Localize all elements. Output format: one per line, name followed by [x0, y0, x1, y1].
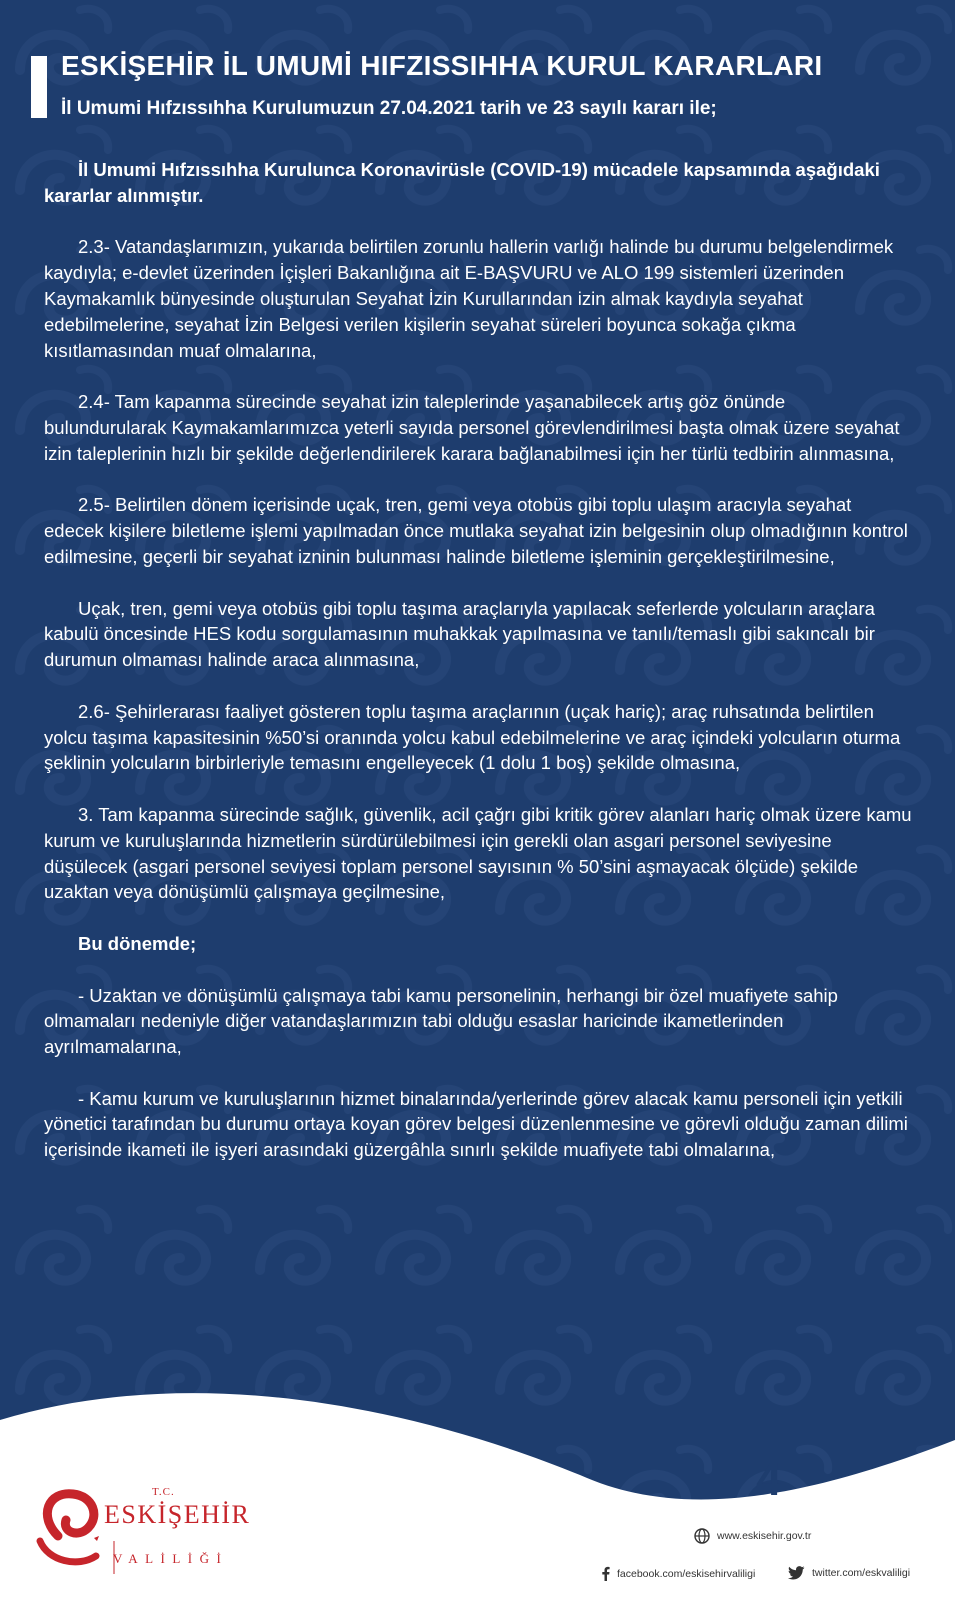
- twitter-link[interactable]: [788, 1566, 910, 1580]
- logo-subtitle: VALİLİĞİ: [113, 1551, 229, 1566]
- logo-tc: T.C.: [152, 1486, 175, 1498]
- page-number: 4: [756, 1453, 782, 1505]
- globe-icon: [694, 1528, 710, 1544]
- twitter-text: twitter.com/eskvaliligi: [812, 1567, 911, 1579]
- page-title: ESKİŞEHİR İL UMUMİ HIFZISSIHHA KURUL KARARLARI: [61, 50, 823, 81]
- list-item: - Kamu kurum ve kuruluşlarının hizmet binalarında/yerlerinde görev alacak kamu personeli için yetkili yönetici tarafından bu durumu ortaya koyan görev belgesi düzenlenmesine ve görevli olduğu zaman dilimi içerisinde ikameti ile işyeri arasındaki güzergâhla sınırlı şekilde muafiyete tabi olmalarına,: [44, 1087, 908, 1161]
- website-link[interactable]: [694, 1528, 811, 1544]
- paragraph-2-5: 2.5- Belirtilen dönem içerisinde uçak, tren, gemi veya otobüs gibi toplu ulaşım aracıyla seyahat edecek kişilere biletleme işlemi yapılmadan önce mutlaka seyahat izin belgesinin olup olmadığının kontrol edilmesine, geçerli bir seyahat izninin bulunması halinde biletleme işleminin gerçekleştirilmesine,: [44, 494, 908, 567]
- intro-paragraph: İl Umumi Hıfzıssıhha Kurulunca Koronavirüsle (COVID-19) mücadele kapsamında aşağıdaki kararlar alınmıştır.: [44, 159, 880, 206]
- section-heading: Bu dönemde;: [78, 932, 197, 954]
- facebook-link[interactable]: [601, 1566, 755, 1581]
- paragraph-2-4: 2.4- Tam kapanma sürecinde seyahat izin taleplerinde yaşanabilecek artış göz önünde bulundurularak Kaymakamlarımızca yeterli sayıda personel görevlendirilmesi başta olmak üzere seyahat izin taleplerinin hızlı bir şekilde değerlendirilerek karara bağlanabilmesi için her türlü tedbirin alınmasına,: [44, 391, 900, 464]
- header-accent-bar: [31, 56, 47, 118]
- paragraph-hes: Uçak, tren, gemi veya otobüs gibi toplu taşıma araçlarıyla yapılacak seferlerde yolcuların araçlara kabulü öncesinde HES kodu sorgulamasının muhakkak yapılmasına ve tanılı/temaslı gibi sakıncalı bir durumun olmaması halinde araca alınmasına,: [44, 597, 875, 671]
- facebook-icon: [601, 1566, 610, 1581]
- facebook-text: facebook.com/eskisehirvaliligi: [617, 1567, 756, 1580]
- paragraph-3: 3. Tam kapanma sürecinde sağlık, güvenlik, acil çağrı gibi kritik görev alanları hariç olmak üzere kamu kurum ve kuruluşlarında hizmetlerin sürdürülebilmesi için gerekli olan asgari personel seviyesine düşülecek (asgari personel seviyesi toplam personel sayısının % 50’sini aşmayacak ölçüde) şekilde uzaktan veya dönüşümlü çalışmaya geçilmesine,: [44, 803, 912, 903]
- page-subtitle: İl Umumi Hıfzıssıhha Kurulumuzun 27.04.2021 tarih ve 23 sayılı kararı ile;: [61, 98, 717, 119]
- paragraph-2-3: 2.3- Vatandaşlarımızın, yukarıda belirtilen zorunlu hallerin varlığı halinde bu durumu belgelendirmek kaydıyla; e-devlet üzerinden İçişleri Bakanlığına ait E-BAŞVURU ve ALO 199 sistemleri üzerinden Kaymakamlık bünyesinde oluşturulan Seyahat İzin Kurullarından izin almak kaydıyla seyahat edebilmelerine, seyahat İzin Belgesi verilen kişilerin seyahat süreleri boyunca sokağa çıkma kısıtlamasından muaf olmalarına,: [44, 236, 894, 361]
- document-body: [44, 157, 912, 1189]
- twitter-icon: [788, 1566, 805, 1580]
- list-item: - Uzaktan ve dönüşümlü çalışmaya tabi kamu personelinin, herhangi bir özel muafiyete sahip olmamaları nedeniyle diğer vatandaşlarımızın tabi olduğu esaslar haricinde ikametlerinden ayrılmamalarına,: [44, 984, 838, 1058]
- website-text: www.eskisehir.gov.tr: [717, 1530, 812, 1542]
- paragraph-2-6: 2.6- Şehirlerarası faaliyet gösteren toplu taşıma araçlarının (uçak hariç); araç ruhsatında belirtilen yolcu taşıma kapasitesinin %50’si oranında yolcu kabul edebilmelerine ve araç içindeki yolcuların oturma şeklinin yolcuların birbirleriyle temasını engelleyecek (1 dolu 1 boş) şekilde olmasına,: [44, 700, 901, 774]
- logo-name: ESKİŞEHİR: [104, 1500, 251, 1529]
